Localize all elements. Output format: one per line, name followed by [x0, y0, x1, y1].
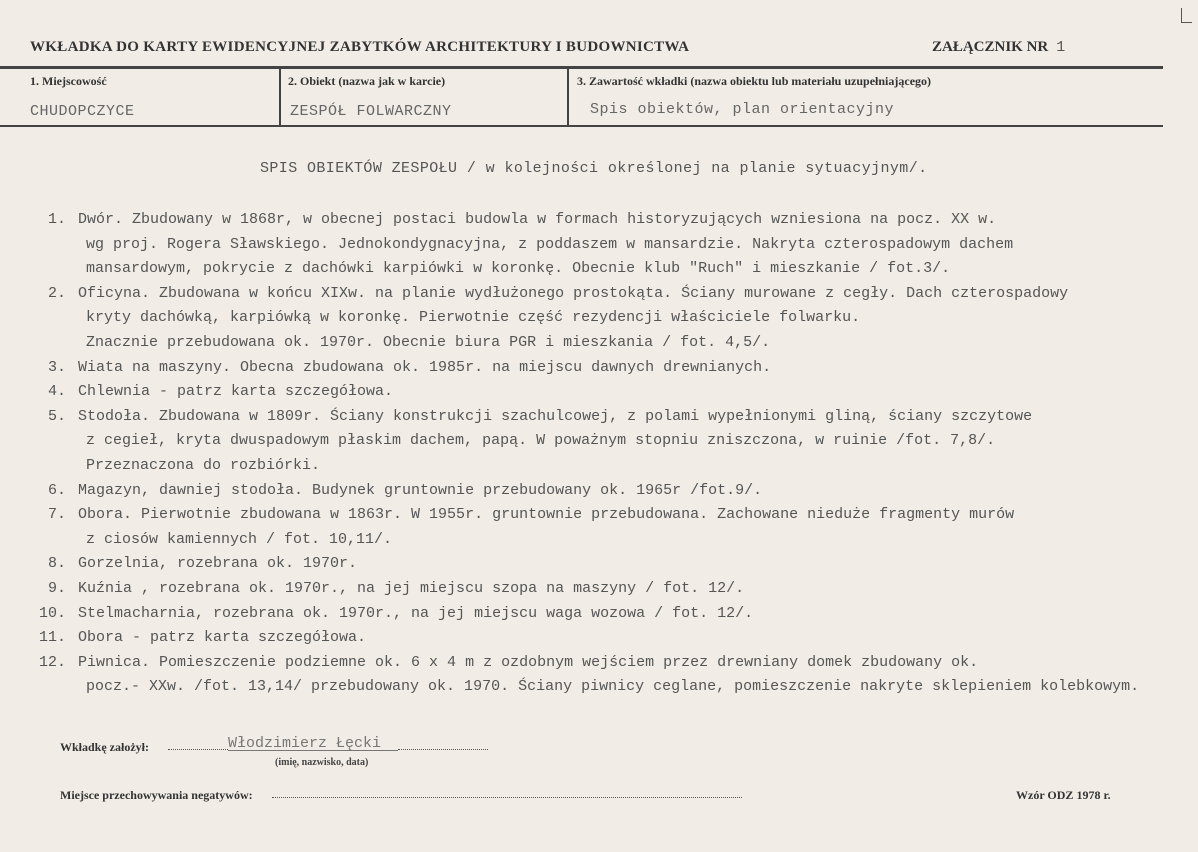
list-item-text: Obora. Pierwotnie zbudowana w 1863r. W 1955r. gruntownie przebudowana. Zachowane nieduże fragmenty murów: [78, 506, 1015, 524]
locality-value: CHUDOPCZYCE: [30, 103, 135, 120]
list-item-number: 4.: [47, 383, 66, 401]
list-item-text: z ciosów kamiennych / fot. 10,11/.: [86, 530, 393, 548]
list-item-text: Dwór. Zbudowany w 1868r, w obecnej postaci budowla w formach historyzujących wzniesiona na pocz. XX w.: [78, 211, 997, 228]
object-value: ZESPÓŁ FOLWARCZNY: [290, 103, 452, 120]
annex-label-text: ZAŁĄCZNIK NR: [932, 39, 1049, 55]
list-item-number: 6.: [47, 481, 66, 499]
inserted-by-signature: Włodzimierz Łęcki: [228, 735, 382, 752]
inserted-by-dots-right: [398, 749, 488, 750]
list-item-text: Stodoła. Zbudowana w 1809r. Ściany konstrukcji szachulcowej, z polami wypełnionymi gliną, ściany szczytowe: [78, 407, 1033, 425]
signature-caption: (imię, nazwisko, data): [275, 757, 369, 768]
list-item-text: Stelmacharnia, rozebrana ok. 1970r., na jej miejscu waga wozowa / fot. 12/.: [78, 604, 754, 622]
header-rule-bottom: [0, 125, 1163, 127]
list-item-number: 7.: [47, 506, 66, 524]
list-item-text: Piwnica. Pomieszczenie podziemne ok. 6 x 4 m z ozdobnym wejściem przez drewniany domek zbudowany ok.: [78, 653, 979, 671]
list-item-number: 1.: [47, 211, 66, 228]
annex-label: [932, 39, 1065, 56]
locality-label: 1. Miejscowość: [30, 74, 107, 88]
section-title: SPIS OBIEKTÓW ZESPOŁU / w kolejności określonej na planie sytuacyjnym/.: [260, 160, 928, 177]
content-value: Spis obiektów, plan orientacyjny: [590, 101, 895, 118]
signature-line: [228, 750, 398, 751]
list-item-text: Oficyna. Zbudowana w końcu XIXw. na planie wydłużonego prostokąta. Ściany murowane z cegły. Dach czterospadowy: [78, 284, 1069, 302]
list-item-text: z cegieł, kryta dwuspadowym płaskim dachem, papą. W poważnym stopniu zniszczona, w ruinie /fot. 7,8/.: [86, 432, 996, 450]
list-item-text: wg proj. Rogera Sławskiego. Jednokondygnacyjna, z poddaszem w mansardzie. Nakryta czterospadowym dachem: [86, 235, 1014, 253]
inserted-by-dots: [168, 749, 228, 750]
header-rule-top: [0, 66, 1163, 69]
form-pattern: Wzór ODZ 1978 r.: [1016, 788, 1111, 802]
negatives-dots: [272, 797, 742, 798]
list-item-number: 8.: [47, 555, 66, 573]
list-item-number: 5.: [47, 407, 66, 425]
list-item-text: Obora - patrz karta szczegółowa.: [78, 629, 367, 647]
inserted-by-label: Wkładkę założył:: [60, 740, 149, 754]
list-item-text: Gorzelnia, rozebrana ok. 1970r.: [78, 555, 358, 573]
list-item-text: Magazyn, dawniej stodoła. Budynek gruntownie przebudowany ok. 1965r /fot.9/.: [78, 481, 763, 499]
list-item-number: 10.: [38, 604, 66, 622]
list-item-text: Znacznie przebudowana ok. 1970r. Obecnie biura PGR i mieszkania / fot. 4,5/.: [86, 334, 771, 351]
list-item-number: 9.: [47, 580, 66, 597]
annex-number: 1: [1056, 39, 1066, 56]
content-label: 3. Zawartość wkładki (nazwa obiektu lub materiału uzupełniającego): [577, 74, 932, 88]
list-item-text: Chlewnia - patrz karta szczegółowa.: [78, 383, 394, 401]
field-separator-1: [279, 69, 281, 125]
field-separator-2: [567, 69, 569, 125]
negatives-label: Miejsce przechowywania negatywów:: [60, 788, 253, 802]
list-item-number: 3.: [47, 358, 66, 376]
list-item-number: 11.: [38, 629, 66, 647]
list-item-text: pocz.- XXw. /fot. 13,14/ przebudowany ok. 1970. Ściany piwnicy ceglane, pomieszczenie nakryte sklepieniem kolebkowym.: [86, 678, 1140, 696]
object-label: 2. Obiekt (nazwa jak w karcie): [288, 74, 446, 88]
corner-mark: [1181, 8, 1192, 23]
list-item-text: Wiata na maszyny. Obecna zbudowana ok. 1985r. na miejscu dawnych drewnianych.: [78, 358, 772, 376]
document-title: WKŁADKA DO KARTY EWIDENCYJNEJ ZABYTKÓW ARCHITEKTURY I BUDOWNICTWA: [30, 39, 690, 55]
list-item-number: 2.: [47, 284, 66, 302]
list-item-text: Kuźnia , rozebrana ok. 1970r., na jej miejscu szopa na maszyny / fot. 12/.: [78, 580, 745, 597]
list-item-text: Przeznaczona do rozbiórki.: [86, 457, 321, 474]
list-item-text: kryty dachówką, karpiówką w koronkę. Pierwotnie część rezydencji właściciele folwarku.: [86, 309, 861, 327]
list-item-text: mansardowym, pokrycie z dachówki karpiówki w koronkę. Obecnie klub "Ruch" i mieszkanie / fot.3/.: [86, 260, 951, 278]
list-item-number: 12.: [38, 653, 66, 671]
